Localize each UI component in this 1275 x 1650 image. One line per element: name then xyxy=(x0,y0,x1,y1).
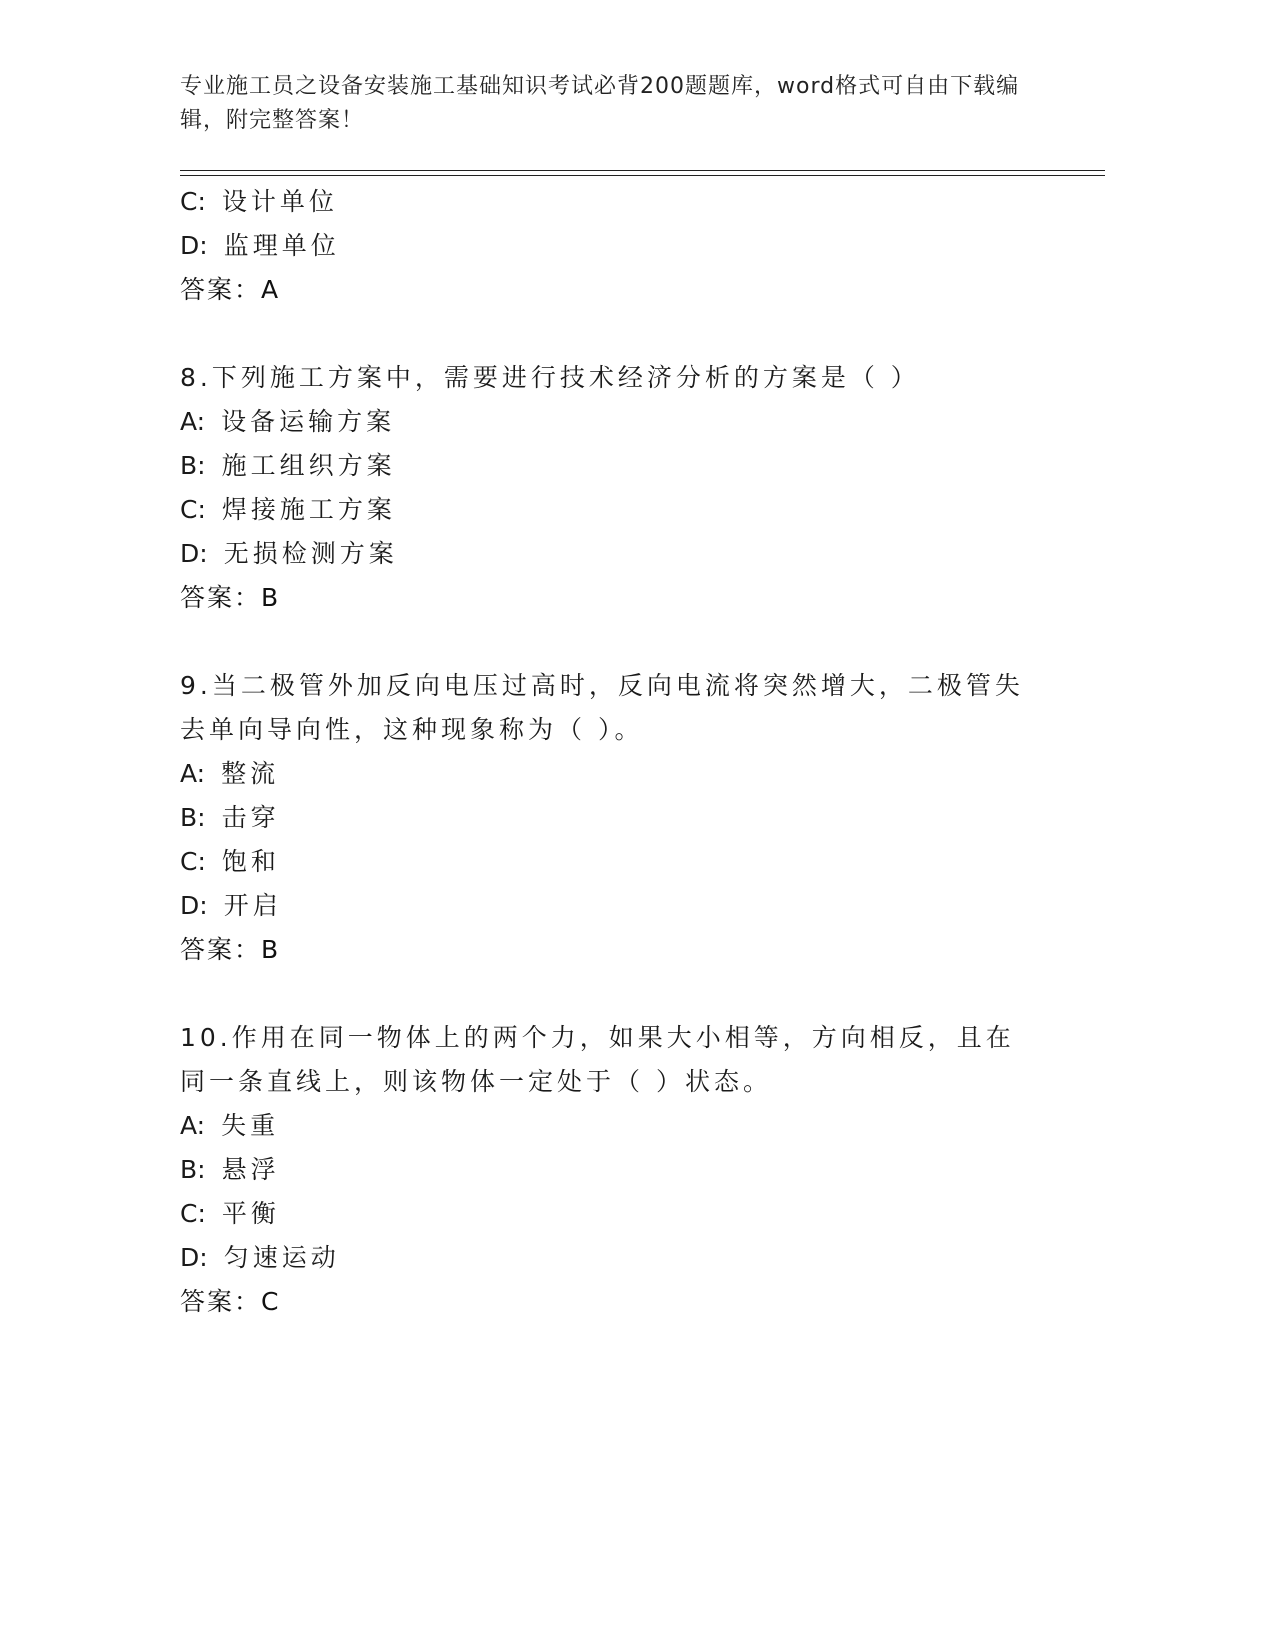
option-d: D: 开启 xyxy=(180,891,282,920)
question-text: 9.当二极管外加反向电压过高时，反向电流将突然增大，二极管失去单向导向性，这种现象称为（ ）。 xyxy=(180,671,1024,744)
option-a: A: 设备运输方案 xyxy=(180,407,396,436)
answer-line: 答案：C xyxy=(180,1287,281,1316)
option-b: B: 悬浮 xyxy=(180,1155,280,1184)
option-d: D: 监理单位 xyxy=(180,231,340,260)
header-divider xyxy=(180,170,1105,171)
question-list xyxy=(180,180,1040,1324)
question-text: 10.作用在同一物体上的两个力，如果大小相等，方向相反，且在同一条直线上，则该物体一定处于（ ）状态。 xyxy=(180,1023,1015,1096)
option-c: C: 平衡 xyxy=(180,1199,280,1228)
option-a: A: 整流 xyxy=(180,759,280,788)
question-block xyxy=(180,1016,1040,1324)
option-b: B: 击穿 xyxy=(180,803,280,832)
option-d: D: 无损检测方案 xyxy=(180,539,398,568)
header-divider xyxy=(180,175,1105,176)
answer-line: 答案：A xyxy=(180,275,281,304)
question-text: 8.下列施工方案中，需要进行技术经济分析的方案是（ ） xyxy=(180,363,920,392)
question-block xyxy=(180,664,1040,972)
option-c: C: 设计单位 xyxy=(180,187,338,216)
question-block xyxy=(180,356,1040,620)
answer-line: 答案：B xyxy=(180,583,281,612)
answer-line: 答案：B xyxy=(180,935,281,964)
option-b: B: 施工组织方案 xyxy=(180,451,396,480)
document-header: 专业施工员之设备安装施工基础知识考试必背200题题库，word格式可自由下载编辑，附完整答案！ xyxy=(180,74,1020,133)
option-a: A: 失重 xyxy=(180,1111,280,1140)
partial-question xyxy=(180,180,1040,312)
option-c: C: 饱和 xyxy=(180,847,280,876)
option-d: D: 匀速运动 xyxy=(180,1243,340,1272)
option-c: C: 焊接施工方案 xyxy=(180,495,396,524)
